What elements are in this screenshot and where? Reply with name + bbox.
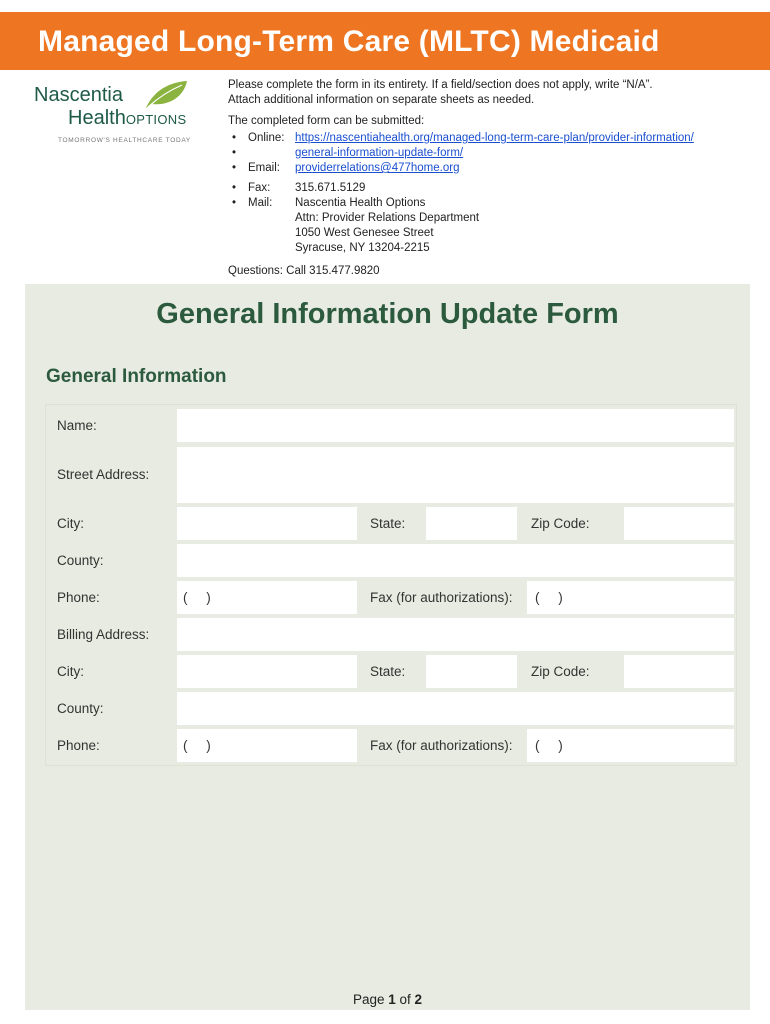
- fax-label: • Fax:: [248, 182, 271, 194]
- billing-city-label: City:: [57, 664, 84, 679]
- online-link-cont[interactable]: • general-information-update-form/: [295, 147, 464, 159]
- fax-value: 315.671.5129: [295, 182, 366, 194]
- fax-field[interactable]: [527, 581, 734, 614]
- mail-line: Syracuse, NY 13204-2215: [295, 242, 430, 254]
- spacer: [248, 146, 295, 161]
- page-prefix: Page: [352, 992, 389, 1007]
- street-address-field[interactable]: [177, 447, 734, 503]
- logo-health: Health: [68, 107, 126, 129]
- online-label: • Online:: [248, 132, 285, 144]
- questions-line: Questions: Call 315.477.9820: [228, 265, 380, 277]
- county-field[interactable]: [177, 544, 734, 577]
- logo-options: OPTIONS: [125, 112, 187, 127]
- street-address-label: Street Address:: [57, 467, 150, 482]
- logo-text-nascentia: Nascentia: [34, 84, 123, 106]
- mail-label: • Mail:: [248, 197, 273, 209]
- mail-line: Attn: Provider Relations Department: [295, 212, 480, 224]
- billing-state-label: State:: [370, 664, 406, 679]
- section-title: General Information: [46, 366, 227, 387]
- billing-address-field[interactable]: [177, 618, 734, 651]
- instruction-line: Please complete the form in its entirety. If a field/section does not apply, write “N/A”.: [228, 79, 653, 91]
- billing-city-field[interactable]: [177, 655, 357, 688]
- document-title: Managed Long-Term Care (MLTC) Medicaid: [38, 25, 660, 58]
- phone-label: Phone:: [57, 590, 100, 605]
- name-label: Name:: [57, 418, 97, 433]
- billing-fax-field[interactable]: [527, 729, 734, 762]
- billing-fax-auth-label: Fax (for authorizations):: [370, 738, 513, 753]
- nascentia-logo: [32, 78, 222, 148]
- form-title: General Information Update Form: [156, 298, 619, 330]
- zip-field[interactable]: [624, 507, 734, 540]
- submission-methods: [228, 131, 748, 256]
- mail-item: [228, 196, 748, 256]
- mail-line: Nascentia Health Options: [295, 197, 426, 209]
- email-link[interactable]: providerrelations@477home.org: [295, 162, 460, 174]
- submit-intro: The completed form can be submitted:: [228, 115, 425, 127]
- online-item-cont: [228, 146, 748, 161]
- billing-phone-label: Phone:: [57, 738, 100, 753]
- email-item: [228, 161, 748, 176]
- form-panel: [25, 284, 750, 1010]
- phone-area-code: ( ): [183, 590, 211, 605]
- city-label: City:: [57, 516, 84, 531]
- billing-state-field[interactable]: [426, 655, 517, 688]
- fax-auth-label: Fax (for authorizations):: [370, 590, 513, 605]
- current-page: 1: [388, 992, 396, 1007]
- name-field[interactable]: [177, 409, 734, 442]
- instructions-block: [228, 78, 748, 279]
- billing-phone-area-code: ( ): [183, 738, 211, 753]
- billing-fax-area-code: ( ): [535, 738, 563, 753]
- total-pages: 2: [414, 992, 423, 1007]
- state-label: State:: [370, 516, 406, 531]
- page-number: [25, 992, 750, 1010]
- county-label: County:: [57, 553, 104, 568]
- page-of: of: [395, 992, 415, 1007]
- billing-county-label: County:: [57, 701, 104, 716]
- online-item: [228, 131, 748, 146]
- fax-item: [228, 181, 748, 196]
- leaf-icon: [144, 80, 188, 110]
- billing-address-label: Billing Address:: [57, 627, 150, 642]
- zip-label: Zip Code:: [531, 516, 590, 531]
- state-field[interactable]: [426, 507, 517, 540]
- email-label: • Email:: [248, 162, 280, 174]
- billing-zip-label: Zip Code:: [531, 664, 590, 679]
- mail-line: 1050 West Genesee Street: [295, 227, 434, 239]
- logo-tagline: TOMORROW'S HEALTHCARE TODAY: [58, 137, 191, 144]
- billing-county-field[interactable]: [177, 692, 734, 725]
- instruction-line: Attach additional information on separate sheets as needed.: [228, 94, 535, 106]
- logo-text-health-options: [68, 107, 186, 130]
- phone-field[interactable]: [177, 581, 357, 614]
- fax-area-code: ( ): [535, 590, 563, 605]
- general-info-table: [45, 404, 737, 766]
- city-field[interactable]: [177, 507, 357, 540]
- online-link[interactable]: https://nascentiahealth.org/managed-long-term-care-plan/provider-information/: [295, 132, 694, 144]
- mail-address: [295, 196, 748, 256]
- billing-zip-field[interactable]: [624, 655, 734, 688]
- billing-phone-field[interactable]: [177, 729, 357, 762]
- header-banner: [0, 12, 770, 70]
